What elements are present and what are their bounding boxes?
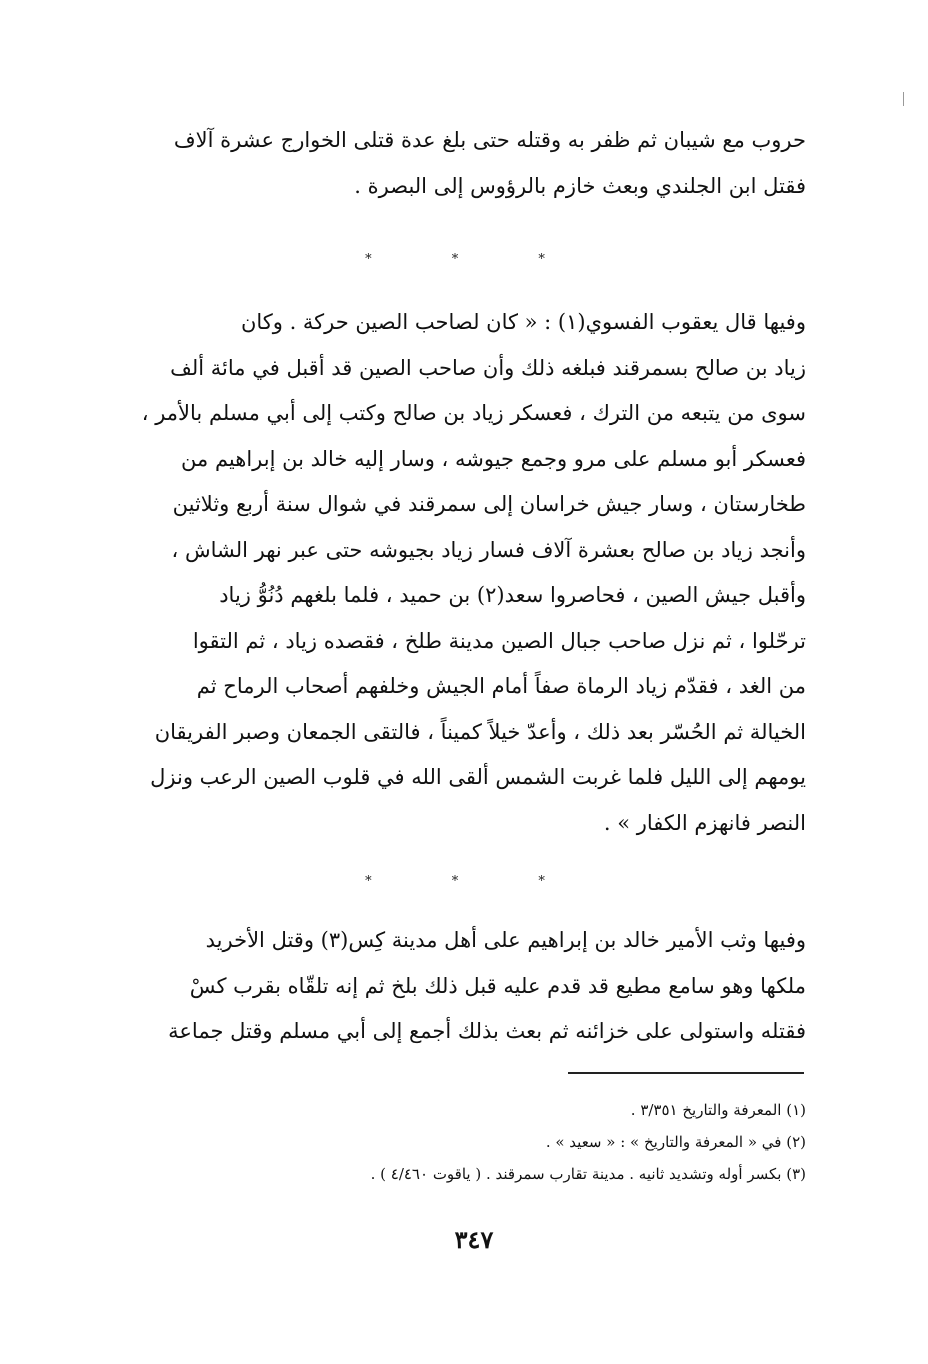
- text-line: الخيالة ثم الحُسّر بعد ذلك ، وأعدّ خيلاً كميناً ، فالتقى الجمعان وصبر الفريقان: [154, 719, 806, 744]
- page-number: ٣٤٧: [454, 1225, 494, 1254]
- footnote: (١) المعرفة والتاريخ ٣/٣٥١ .: [630, 1101, 806, 1119]
- paragraph-continuation: [142, 118, 806, 209]
- paragraph-chinese-campaign: [142, 300, 806, 846]
- text-line: ترحّلوا ، ثم نزل صاحب جبال الصين مدينة طلخ ، فقصده زياد ، ثم التقوا: [192, 628, 806, 653]
- text-line: وفيها قال يعقوب الفسوي(١) : « كان لصاحب الصين حركة . وكان: [240, 310, 806, 334]
- text-line: سوى من يتبعه من الترك ، فعسكر زياد بن صالح وكتب إلى أبي مسلم بالأمر ،: [142, 401, 806, 425]
- text-line: زياد بن صالح بسمرقند فبلغه ذلك وأن صاحب الصين قد أقبل في مائة ألف: [170, 355, 806, 380]
- section-separator: * * *: [365, 252, 583, 267]
- text-line: حروب مع شيبان ثم ظفر به وقتله حتى بلغ عدة قتلى الخوارج عشرة آلاف: [173, 128, 806, 152]
- text-line: فقتل ابن الجلندي وبعث خازم بالرؤوس إلى البصرة .: [354, 173, 806, 198]
- footnote-divider: [568, 1072, 804, 1074]
- text-line: وأقبل جيش الصين ، فحاصروا سعد(٢) بن حميد ، فلما بلغهم دُنُوُّ زياد: [219, 583, 806, 607]
- text-line: وفيها وثب الأمير خالد بن إبراهيم على أهل مدينة كِس(٣) وقتل الأخريد: [205, 928, 806, 952]
- footnotes: [142, 1094, 806, 1190]
- text-line: فعسكر أبو مسلم على مرو وجمع جيوشه ، وسار إليه خالد بن إبراهيم من: [181, 446, 806, 471]
- text-line: ملكها وهو سامع مطيع قد قدم عليه قبل ذلك بلخ ثم إنه تلقّاه بقرب كسْ: [189, 973, 806, 998]
- section-separator: * * *: [365, 874, 583, 889]
- text-line: النصر فانهزم الكفار » .: [603, 810, 806, 835]
- text-line: من الغد ، فقدّم زياد الرماة صفاً أمام الجيش وخلفهم أصحاب الرماح ثم: [196, 674, 806, 698]
- scan-edge-mark: [903, 92, 904, 106]
- text-line: وأنجد زياد بن صالح بعشرة آلاف فسار زياد بجيوشه حتى عبر نهر الشاش ،: [171, 537, 806, 562]
- footnote: (٢) في « المعرفة والتاريخ » : « سعيد » .: [545, 1133, 806, 1151]
- footnote: (٣) بكسر أوله وتشديد ثانيه . مدينة تقارب سمرقند . ( ياقوت ٤/٤٦٠ ) .: [370, 1165, 806, 1183]
- paragraph-kiss-city: [142, 918, 806, 1055]
- text-line: يومهم إلى الليل فلما غربت الشمس ألقى الله في قلوب الصين الرعب ونزل: [150, 765, 806, 789]
- text-line: طخارستان ، وسار جيش خراسان إلى سمرقند في شوال سنة أربع وثلاثين: [172, 492, 806, 516]
- text-line: فقتله واستولى على خزائنه ثم بعث بذلك أجمع إلى أبي مسلم وقتل جماعة: [168, 1019, 806, 1043]
